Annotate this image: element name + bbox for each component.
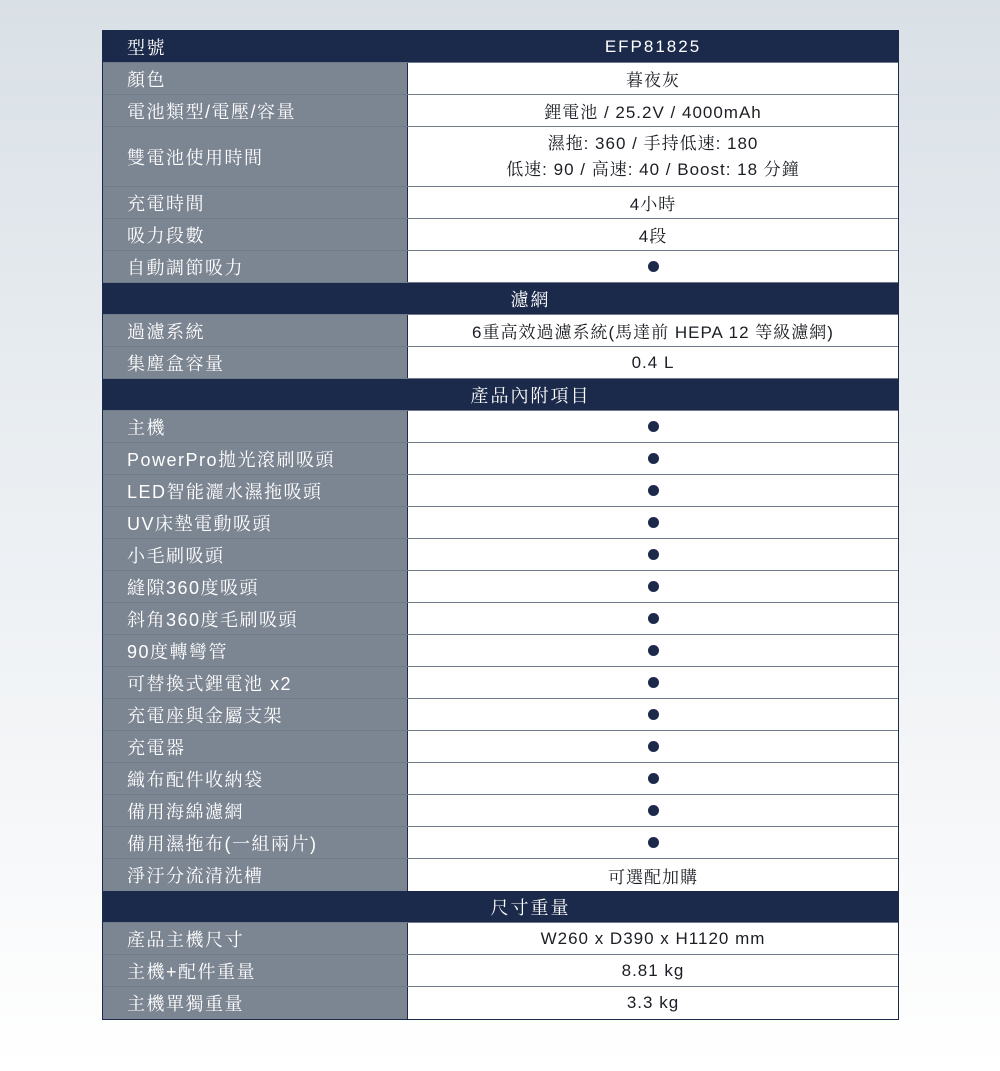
row-label: 淨汙分流清洗槽: [103, 859, 408, 891]
accessory-row: [103, 571, 898, 603]
accessory-row: [103, 507, 898, 539]
spec-row-total-weight: [103, 955, 898, 987]
spec-row-suction-levels: [103, 219, 898, 251]
included-dot-icon: [648, 421, 659, 432]
included-dot-icon: [648, 645, 659, 656]
row-label: 主機+配件重量: [103, 955, 408, 986]
row-value: [408, 411, 898, 442]
row-value: 可選配加購: [608, 867, 698, 887]
included-dot-icon: [648, 581, 659, 592]
section-title: 尺寸重量: [490, 897, 571, 918]
row-label: 充電時間: [103, 187, 408, 218]
row-label: 集塵盒容量: [103, 347, 408, 378]
spec-row-runtime: [103, 127, 898, 187]
row-value: [408, 731, 898, 762]
included-dot-icon: [648, 709, 659, 720]
row-label: 電池類型/電壓/容量: [103, 95, 408, 126]
spec-table: [102, 30, 899, 1020]
row-value: W260 x D390 x H1120 mm: [540, 928, 766, 948]
included-dot-icon: [648, 613, 659, 624]
row-value: [408, 251, 898, 282]
section-header-accessories: [103, 379, 898, 411]
included-dot-icon: [648, 517, 659, 528]
spec-row-filter-system: [103, 315, 898, 347]
row-value: 暮夜灰: [626, 71, 680, 90]
included-dot-icon: [648, 549, 659, 560]
spec-row-battery: [103, 95, 898, 127]
section-header-dimensions: [103, 891, 898, 923]
accessory-row: [103, 699, 898, 731]
included-dot-icon: [648, 805, 659, 816]
runtime-line-2: 低速: 90 / 高速: 40 / Boost: 18 分鐘: [506, 159, 800, 179]
row-label: 斜角360度毛刷吸頭: [103, 603, 408, 634]
model-label: 型號: [103, 31, 408, 62]
accessory-row: [103, 475, 898, 507]
row-value: 8.81 kg: [621, 960, 685, 980]
row-value: [408, 539, 898, 570]
row-value: [408, 827, 898, 858]
accessory-row: [103, 539, 898, 571]
included-dot-icon: [648, 837, 659, 848]
row-value: 鋰電池 / 25.2V / 4000mAh: [544, 103, 762, 122]
row-label: 充電座與金屬支架: [103, 699, 408, 730]
row-value: [408, 571, 898, 602]
row-value: [408, 603, 898, 634]
row-label: 充電器: [103, 731, 408, 762]
row-label: 備用海綿濾網: [103, 795, 408, 826]
model-row: [103, 31, 898, 63]
row-value: [408, 763, 898, 794]
row-label: 90度轉彎管: [103, 635, 408, 666]
runtime-line-1: 濕拖: 360 / 手持低速: 180: [547, 133, 759, 153]
accessory-row: [103, 763, 898, 795]
accessory-row: [103, 859, 898, 891]
accessory-list: [103, 411, 898, 891]
accessory-row: [103, 443, 898, 475]
included-dot-icon: [648, 773, 659, 784]
accessory-row: [103, 827, 898, 859]
row-value: [408, 667, 898, 698]
row-value: [408, 507, 898, 538]
row-label: UV床墊電動吸頭: [103, 507, 408, 538]
row-value: [408, 699, 898, 730]
accessory-row: [103, 603, 898, 635]
row-label: PowerPro拋光滾刷吸頭: [103, 443, 408, 474]
accessory-row: [103, 795, 898, 827]
spec-row-dimensions: [103, 923, 898, 955]
row-value: 3.3 kg: [626, 993, 680, 1012]
included-dot-icon: [648, 741, 659, 752]
row-label: 小毛刷吸頭: [103, 539, 408, 570]
row-value: 4段: [638, 227, 668, 246]
row-value: 6重高效過濾系統(馬達前 HEPA 12 等級濾網): [472, 323, 834, 342]
row-label: 主機: [103, 411, 408, 442]
accessory-row: [103, 635, 898, 667]
row-label: 縫隙360度吸頭: [103, 571, 408, 602]
accessory-row: [103, 667, 898, 699]
model-value: EFP81825: [604, 36, 702, 56]
accessory-row: [103, 731, 898, 763]
row-label: 織布配件收納袋: [103, 763, 408, 794]
row-label: 自動調節吸力: [103, 251, 408, 282]
row-label: 可替換式鋰電池 x2: [103, 667, 408, 698]
spec-row-color: [103, 63, 898, 95]
included-dot-icon: [648, 677, 659, 688]
spec-row-dustbin: [103, 347, 898, 379]
row-label: 產品主機尺寸: [103, 923, 408, 954]
included-dot-icon: [648, 261, 659, 272]
section-title: 濾網: [510, 289, 551, 310]
row-label: 吸力段數: [103, 219, 408, 250]
row-value: 0.4 L: [631, 352, 675, 372]
spec-row-unit-weight: [103, 987, 898, 1019]
row-value: [408, 443, 898, 474]
row-label: 備用濕拖布(一組兩片): [103, 827, 408, 858]
row-value: [408, 795, 898, 826]
included-dot-icon: [648, 453, 659, 464]
row-label: 雙電池使用時間: [103, 127, 408, 186]
section-header-filter: [103, 283, 898, 315]
spec-row-auto-suction: [103, 251, 898, 283]
row-value: [408, 635, 898, 666]
included-dot-icon: [648, 485, 659, 496]
row-label: 顏色: [103, 63, 408, 94]
row-label: 主機單獨重量: [103, 987, 408, 1019]
section-title: 產品內附項目: [470, 385, 591, 406]
row-label: LED智能灑水濕拖吸頭: [103, 475, 408, 506]
row-value: [408, 127, 898, 186]
row-value: 4小時: [629, 195, 677, 214]
accessory-row: [103, 411, 898, 443]
row-value: [408, 475, 898, 506]
row-label: 過濾系統: [103, 315, 408, 346]
spec-row-charge-time: [103, 187, 898, 219]
